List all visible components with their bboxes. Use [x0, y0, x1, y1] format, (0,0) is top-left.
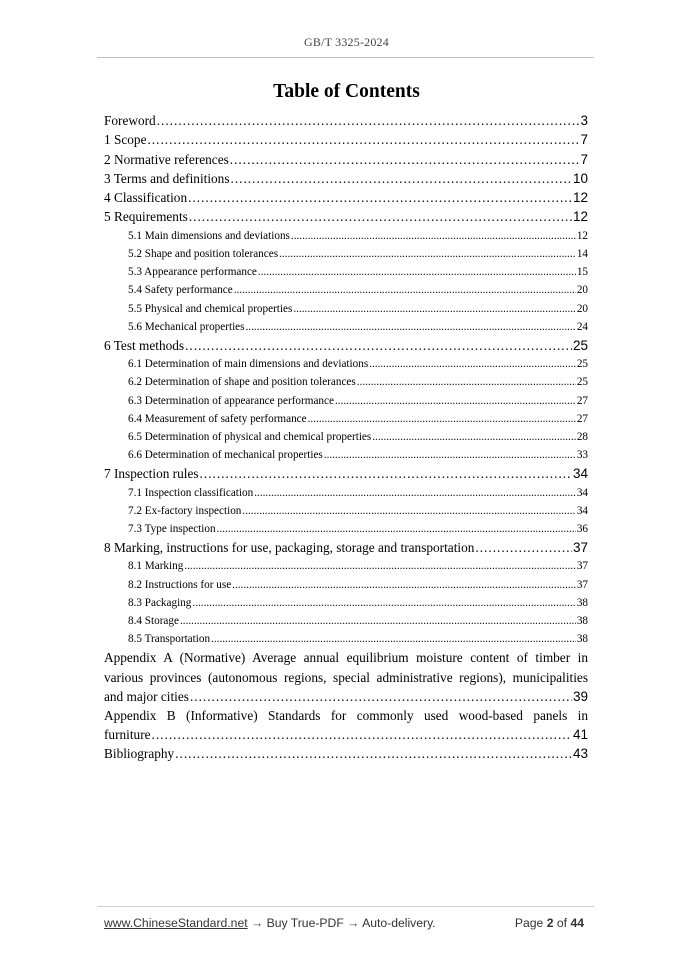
- toc-entry-label: 6 Test methods: [104, 337, 185, 353]
- toc-entry-label: 6.2 Determination of shape and position tolerances: [128, 376, 356, 389]
- toc-entry-label: 4 Classification: [104, 190, 188, 206]
- toc-entry[interactable]: [104, 446, 588, 464]
- toc-entry-page-number: 25: [572, 337, 588, 353]
- toc-entry[interactable]: [104, 502, 588, 520]
- toc-entry-label: 7.1 Inspection classification: [128, 486, 254, 499]
- dot-leader: [157, 111, 580, 130]
- dot-leader: [147, 130, 579, 149]
- toc-entry-page-number: 37: [576, 578, 588, 591]
- toc-entry-page-number: 25: [576, 376, 588, 389]
- toc-entry-label: 7.2 Ex-factory inspection: [128, 504, 242, 517]
- toc-entry-appendix-b[interactable]: [104, 706, 588, 744]
- toc-entry[interactable]: [104, 336, 588, 355]
- dot-leader: [175, 744, 572, 763]
- toc-entry-label: 1 Scope: [104, 132, 147, 148]
- toc-entry-page-number: 38: [576, 633, 588, 646]
- document-code-header: GB/T 3325-2024: [304, 35, 389, 49]
- toc-entry-appendix-a[interactable]: [104, 648, 588, 706]
- appendix-a-line-1: Appendix A (Normative) Average annual equilibrium moisture content of timber in: [104, 650, 588, 666]
- toc-entry-page-number: 12: [576, 229, 588, 242]
- toc-entry[interactable]: [104, 392, 588, 410]
- toc-entry[interactable]: [104, 318, 588, 336]
- dot-leader: [152, 725, 572, 744]
- appendix-a-page-number: 39: [572, 688, 588, 704]
- dot-leader: [230, 150, 580, 169]
- appendix-a-line-3: and major cities: [104, 688, 189, 704]
- toc-entry-page-number: 27: [576, 394, 588, 407]
- toc-entry-page-number: 20: [576, 284, 588, 297]
- current-page-number: 2: [546, 916, 554, 930]
- page-indicator: [515, 916, 584, 930]
- toc-entry-page-number: 28: [576, 430, 588, 443]
- dot-leader: [211, 630, 576, 648]
- toc-entry-page-number: 14: [576, 247, 588, 260]
- toc-entry-label: 2 Normative references: [104, 151, 229, 167]
- toc-entry-page-number: 20: [576, 302, 588, 315]
- toc-entry-label: 5.3 Appearance performance: [128, 266, 257, 279]
- dot-leader: [475, 538, 572, 557]
- toc-entry[interactable]: [104, 150, 588, 169]
- toc-entry-page-number: 43: [572, 746, 588, 762]
- toc-entry-label: 5.4 Safety performance: [128, 284, 233, 297]
- toc-entry-page-number: 27: [576, 412, 588, 425]
- toc-entry-label: 5.5 Physical and chemical properties: [128, 302, 293, 315]
- toc-entry-page-number: 7: [580, 132, 588, 148]
- appendix-b-line-2: furniture: [104, 727, 151, 743]
- toc-entry[interactable]: [104, 484, 588, 502]
- dot-leader: [242, 502, 575, 520]
- toc-entry[interactable]: [104, 245, 588, 263]
- toc-entry-label: 8.4 Storage: [128, 615, 179, 628]
- toc-entry[interactable]: [104, 464, 588, 483]
- footer-divider: [97, 906, 594, 907]
- toc-entry-label: 5.1 Main dimensions and deviations: [128, 229, 290, 242]
- dot-leader: [246, 318, 576, 336]
- dot-leader: [308, 410, 576, 428]
- toc-entry-label: 7 Inspection rules: [104, 466, 199, 482]
- toc-entry[interactable]: [104, 263, 588, 281]
- page-title: Table of Contents: [273, 81, 420, 102]
- toc-entry[interactable]: [104, 428, 588, 446]
- toc-entry-label: Bibliography: [104, 746, 175, 762]
- toc-entry-page-number: 33: [576, 449, 588, 462]
- toc-entry[interactable]: [104, 557, 588, 575]
- toc-entry-page-number: 7: [580, 151, 588, 167]
- dot-leader: [369, 355, 576, 373]
- toc-entry-page-number: 12: [572, 190, 588, 206]
- toc-entry-page-number: 25: [576, 358, 588, 371]
- appendix-b-line-1: Appendix B (Informative) Standards for commonly used wood-based panels in: [104, 708, 588, 724]
- toc-entry-page-number: 34: [576, 504, 588, 517]
- footer-promo: [104, 916, 436, 930]
- toc-entry-label: 5.2 Shape and position tolerances: [128, 247, 279, 260]
- dot-leader: [258, 263, 576, 281]
- dot-leader: [185, 336, 572, 355]
- toc-entry[interactable]: [104, 373, 588, 391]
- toc-entry[interactable]: [104, 594, 588, 612]
- table-of-contents: [104, 111, 588, 764]
- dot-leader: [232, 576, 576, 594]
- toc-entry-label: 6.3 Determination of appearance performance: [128, 394, 334, 407]
- site-link[interactable]: www.ChineseStandard.net: [104, 916, 248, 930]
- toc-entry-label: 8.2 Instructions for use: [128, 578, 232, 591]
- toc-entry[interactable]: [104, 355, 588, 373]
- dot-leader: [217, 520, 576, 538]
- toc-entry-label: 8.5 Transportation: [128, 633, 211, 646]
- toc-entry[interactable]: [104, 576, 588, 594]
- dot-leader: [190, 687, 572, 706]
- dot-leader: [254, 484, 576, 502]
- toc-entry-label: 7.3 Type inspection: [128, 523, 216, 535]
- dot-leader: [188, 188, 572, 207]
- dot-leader: [291, 227, 576, 245]
- toc-entry-label: Foreword: [104, 113, 156, 128]
- dot-leader: [293, 300, 575, 318]
- toc-entry[interactable]: [104, 538, 588, 557]
- toc-entry-label: 8.3 Packaging: [128, 596, 192, 609]
- toc-entry-page-number: 3: [580, 113, 588, 128]
- toc-entry-page-number: 37: [572, 540, 588, 556]
- toc-entry-page-number: 15: [576, 266, 588, 279]
- dot-leader: [192, 594, 575, 612]
- toc-entry-label: 6.5 Determination of physical and chemical properties: [128, 430, 372, 443]
- toc-entry[interactable]: [104, 169, 588, 188]
- page-of: of: [553, 916, 571, 930]
- appendix-a-line-2: various provinces (autonomous regions, special administrative regions), municipalities: [104, 669, 588, 685]
- toc-entry-label: 6.6 Determination of mechanical properties: [128, 449, 323, 462]
- toc-entry[interactable]: [104, 188, 588, 207]
- footer-promo-text: → Buy True-PDF → Auto-delivery.: [247, 916, 436, 930]
- dot-leader: [189, 207, 572, 226]
- toc-entry-page-number: 24: [576, 320, 588, 333]
- dot-leader: [324, 446, 576, 464]
- toc-entry-label: 3 Terms and definitions: [104, 170, 230, 186]
- toc-entry-page-number: 37: [576, 560, 588, 573]
- toc-entry[interactable]: [104, 520, 588, 538]
- total-pages: 44: [570, 916, 584, 930]
- toc-entry[interactable]: [104, 130, 588, 149]
- page-prefix: Page: [514, 916, 547, 930]
- toc-entry-label: 5 Requirements: [104, 209, 188, 225]
- toc-entry-label: 6.4 Measurement of safety performance: [128, 412, 307, 425]
- toc-entry-label: 8 Marking, instructions for use, packaging, storage and transportation: [104, 540, 475, 556]
- toc-entry-page-number: 12: [572, 209, 588, 225]
- dot-leader: [234, 281, 576, 299]
- toc-entry[interactable]: [104, 207, 588, 226]
- toc-entry[interactable]: [104, 630, 588, 648]
- toc-entry-page-number: 34: [576, 486, 588, 499]
- toc-entry-page-number: 38: [576, 596, 588, 609]
- dot-leader: [200, 464, 572, 483]
- toc-entry-page-number: 34: [572, 466, 588, 482]
- toc-entry[interactable]: [104, 281, 588, 299]
- appendix-b-page-number: 41: [572, 727, 588, 743]
- toc-entries: [104, 111, 588, 648]
- dot-leader: [372, 428, 576, 446]
- dot-leader: [180, 612, 576, 630]
- dot-leader: [279, 245, 576, 263]
- dot-leader: [184, 557, 576, 575]
- dot-leader: [335, 392, 576, 410]
- dot-leader: [357, 373, 576, 391]
- dot-leader: [231, 169, 572, 188]
- toc-entry[interactable]: [104, 300, 588, 318]
- toc-entry-bibliography[interactable]: [104, 744, 588, 763]
- toc-entry-label: 5.6 Mechanical properties: [128, 320, 245, 333]
- toc-entry-page-number: 10: [572, 170, 588, 186]
- toc-entry[interactable]: [104, 227, 588, 245]
- toc-entry-page-number: 36: [576, 523, 588, 535]
- toc-entry-page-number: 38: [576, 615, 588, 628]
- header-divider: [97, 57, 594, 58]
- toc-entry[interactable]: [104, 612, 588, 630]
- toc-entry-label: 8.1 Marking: [128, 560, 184, 573]
- toc-entry[interactable]: [104, 410, 588, 428]
- toc-entry-label: 6.1 Determination of main dimensions and deviations: [128, 358, 369, 371]
- toc-entry[interactable]: [104, 111, 588, 130]
